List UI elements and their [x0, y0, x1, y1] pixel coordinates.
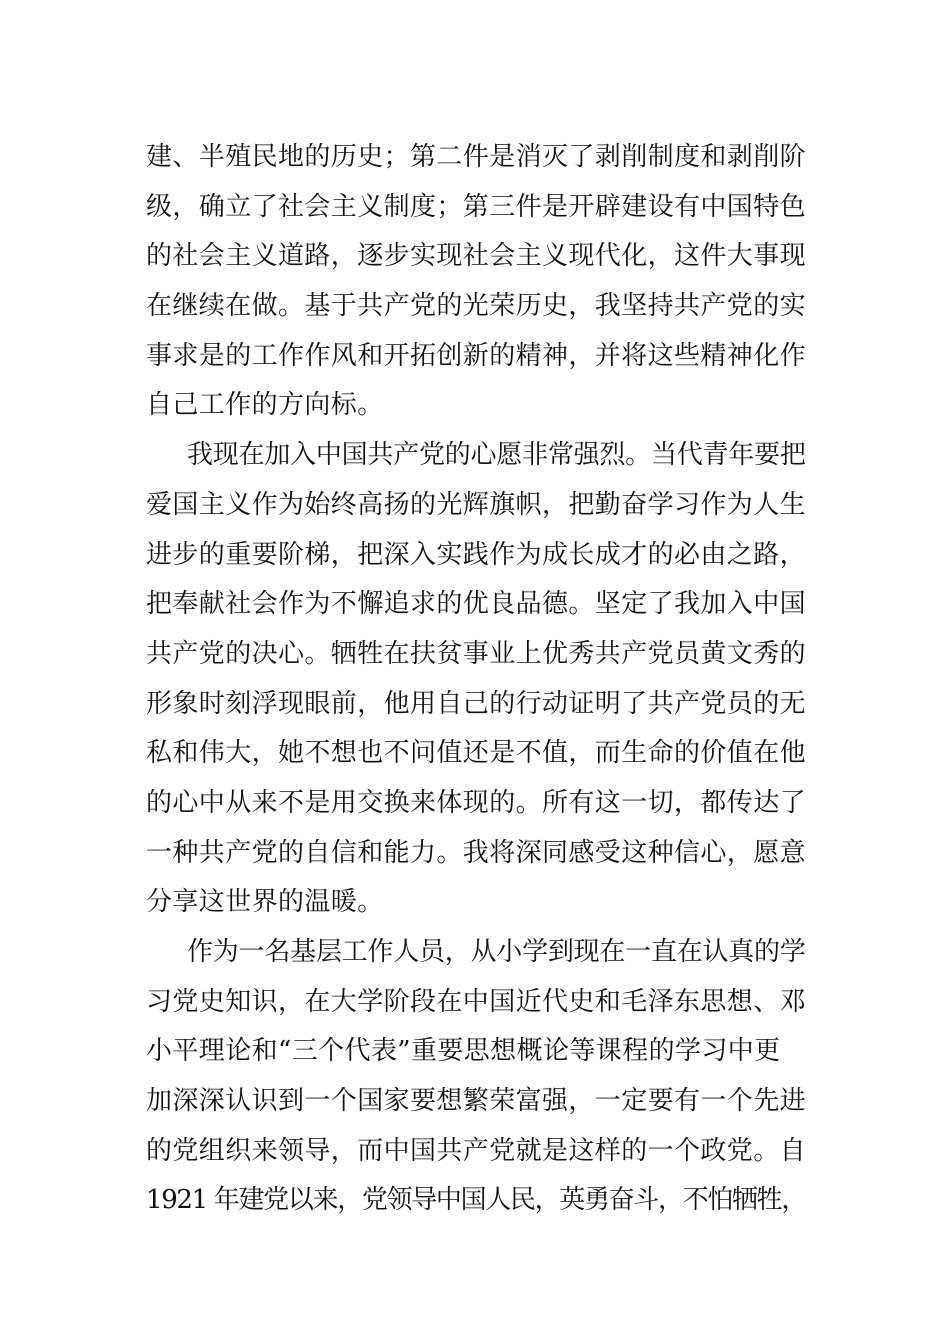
- text-line: 形象时刻浮现眼前，他用自己的行动证明了共产党员的无: [146, 688, 807, 719]
- text-line: 1921 年建党以来，党领导中国人民，英勇奋斗，不怕牺牲，: [146, 1185, 807, 1216]
- paragraph-first-line: 我现在加入中国共产党的心愿非常强烈。当代青年要把: [187, 440, 806, 471]
- text-line: 把奉献社会作为不懈追求的优良品德。坚定了我加入中国: [146, 589, 807, 620]
- text-line: 建、半殖民地的历史；第二件是消灭了剥削制度和剥削阶: [146, 142, 807, 172]
- text-line: 级，确立了社会主义制度；第三件是开辟建设有中国特色: [146, 191, 807, 222]
- text-line: 分享这世界的温暖。: [146, 887, 384, 918]
- text-line: 在继续在做。基于共产党的光荣历史，我坚持共产党的实: [146, 291, 807, 322]
- text-line: 私和伟大，她不想也不问值还是不值，而生命的价值在他: [146, 738, 807, 769]
- text-line: 小平理论和“三个代表”重要思想概论等课程的学习中更: [146, 1036, 781, 1067]
- text-line: 习党史知识，在大学阶段在中国近代史和毛泽东思想、邓: [146, 986, 807, 1017]
- text-line: 一种共产党的自信和能力。我将深同感受这种信心，愿意: [146, 837, 807, 868]
- text-line: 的社会主义道路，逐步实现社会主义现代化，这件大事现: [146, 241, 807, 272]
- text-line: 自己工作的方向标。: [146, 390, 384, 421]
- text-line: 的心中从来不是用交换来体现的。所有这一切，都传达了: [146, 787, 807, 818]
- document-body: [146, 133, 806, 1226]
- text-line: 进步的重要阶梯，把深入实践作为成长成才的必由之路，: [146, 539, 807, 570]
- text-line: 事求是的工作作风和开拓创新的精神，并将这些精神化作: [146, 340, 807, 371]
- text-line: 加深深认识到一个国家要想繁荣富强，一定要有一个先进: [146, 1086, 807, 1117]
- text-line: 爱国主义作为始终高扬的光辉旗帜，把勤奋学习作为人生: [146, 489, 807, 520]
- text-line: 的党组织来领导，而中国共产党就是这样的一个政党。自: [146, 1135, 807, 1166]
- paragraph-first-line: 作为一名基层工作人员，从小学到现在一直在认真的学: [187, 937, 806, 967]
- text-line: 共产党的决心。牺牲在扶贫事业上优秀共产党员黄文秀的: [146, 638, 807, 669]
